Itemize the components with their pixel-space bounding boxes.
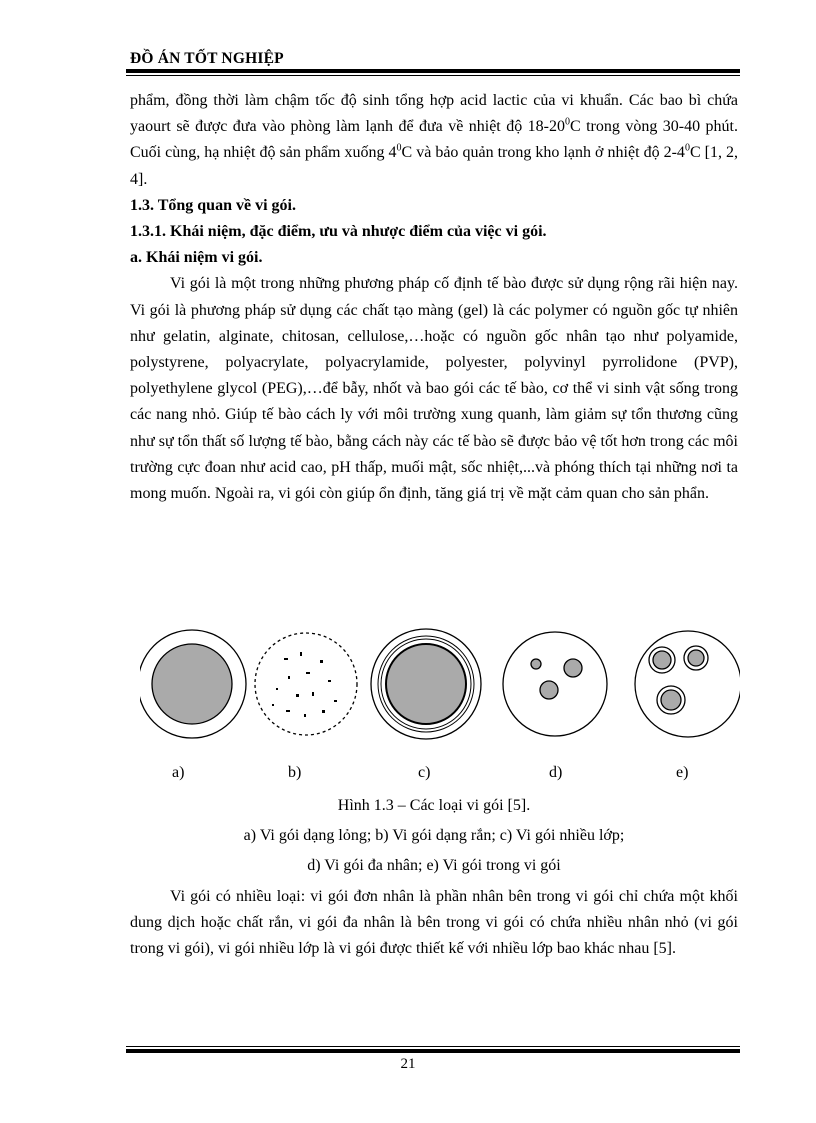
capsule-b-solid (255, 633, 357, 735)
page-content-after-figure (130, 884, 738, 963)
paragraph-types: Vi gói có nhiều loại: vi gói đơn nhân là phần nhân bên trong vi gói chỉ chứa một khối dung dịch hoặc chất rắn, vi gói đa nhân là bên trong vi gói có chứa nhiều nhân nhỏ (vi gói trong vi gói), vi gói nhiều lớp là vi gói được thiết kế với nhiều lớp bao khác nhau [5]. (130, 888, 738, 958)
para1-text-1: phẩm, đồng thời làm chậm tốc độ sinh tổng hợp acid lactic của vi khuẩn. Các bao bì chứa yaourt sẽ được đưa vào phòng làm lạnh để đưa về nhiệt độ 18-20 (130, 92, 738, 136)
heading-a: a. Khái niệm vi gói. (130, 249, 263, 267)
paragraph-definition: Vi gói là một trong những phương pháp cố định tế bào được sử dụng rộng rãi hiện nay. Vi gói là phương pháp sử dụng các chất tạo màng (gel) là các polymer có nguồn gốc tự nhiên như gelatin, alginate, chitosan, cellulose,…hoặc có nguồn gốc nhân tạo như polyamide, polystyrene, polyacrylate, polyacrylamide, polyester, polyvinyl pyrrolidone (PVP), polyethylene glycol (PEG),…để bẫy, nhốt và bao gói các tế bào, cơ thể vi sinh vật sống trong các nang nhỏ. Giúp tế bào cách ly với môi trường xung quanh, làm giảm sự tổn thương cũng như sự tổn thất số lượng tế bào, bằng cách này các tế bào sẽ được bảo vệ tốt hơn trong các môi trường cực đoan như acid cao, pH thấp, muối mật, sốc nhiệt,...và phóng thích tại những nơi ta mong muốn. Ngoài ra, vi gói còn giúp ổn định, tăng giá trị về mặt cảm quan cho sản phẩn. (130, 275, 738, 503)
heading-1-3: 1.3. Tổng quan về vi gói. (130, 196, 296, 214)
document-header-title: ĐỒ ÁN TỐT NGHIỆP (130, 50, 284, 67)
page-content (130, 88, 738, 507)
figure-label-c: c) (418, 764, 431, 781)
header-rule-thin (126, 75, 740, 76)
figure-label-b: b) (288, 764, 302, 781)
paragraph-continuation (130, 88, 738, 193)
capsule-c-multilayer (371, 629, 481, 739)
para1-text-2: C trong vòng 30-40 phút. Cuối cùng, hạ nhiệt độ sản phẩm xuống 4 (130, 118, 738, 162)
figure-label-d: d) (549, 764, 563, 781)
footer-rule-thin (126, 1046, 740, 1047)
capsule-e-capsule-in-capsule (635, 631, 740, 737)
figure-label-a: a) (172, 764, 185, 781)
para1-text-3: C và bảo quản trong kho lạnh ở nhiệt độ 2-4 (401, 144, 685, 162)
capsule-d-multinuclear (503, 632, 607, 736)
heading-1-3-1: 1.3.1. Khái niệm, đặc điểm, ưu và nhược điểm của việc vi gói. (130, 223, 547, 241)
superscript-degree: 0 (684, 143, 690, 155)
page-number: 21 (400, 1056, 416, 1072)
para1-text-4: C [1, 2, 4]. (130, 144, 739, 188)
superscript-degree: 0 (564, 116, 570, 128)
figure-label-e: e) (676, 764, 689, 781)
figure-caption: Hình 1.3 – Các loại vi gói [5]. (337, 797, 531, 814)
footer-rule-thick (126, 1049, 740, 1053)
capsule-a-liquid (140, 630, 246, 738)
figure-description-line1: a) Vi gói dạng lỏng; b) Vi gói dạng rắn; c) Vi gói nhiều lớp; (243, 827, 625, 844)
microcapsule-figure (140, 628, 740, 740)
figure-description-line2: d) Vi gói đa nhân; e) Vi gói trong vi gói (307, 857, 561, 874)
superscript-degree: 0 (396, 143, 402, 155)
header-rule-thick (126, 69, 740, 73)
